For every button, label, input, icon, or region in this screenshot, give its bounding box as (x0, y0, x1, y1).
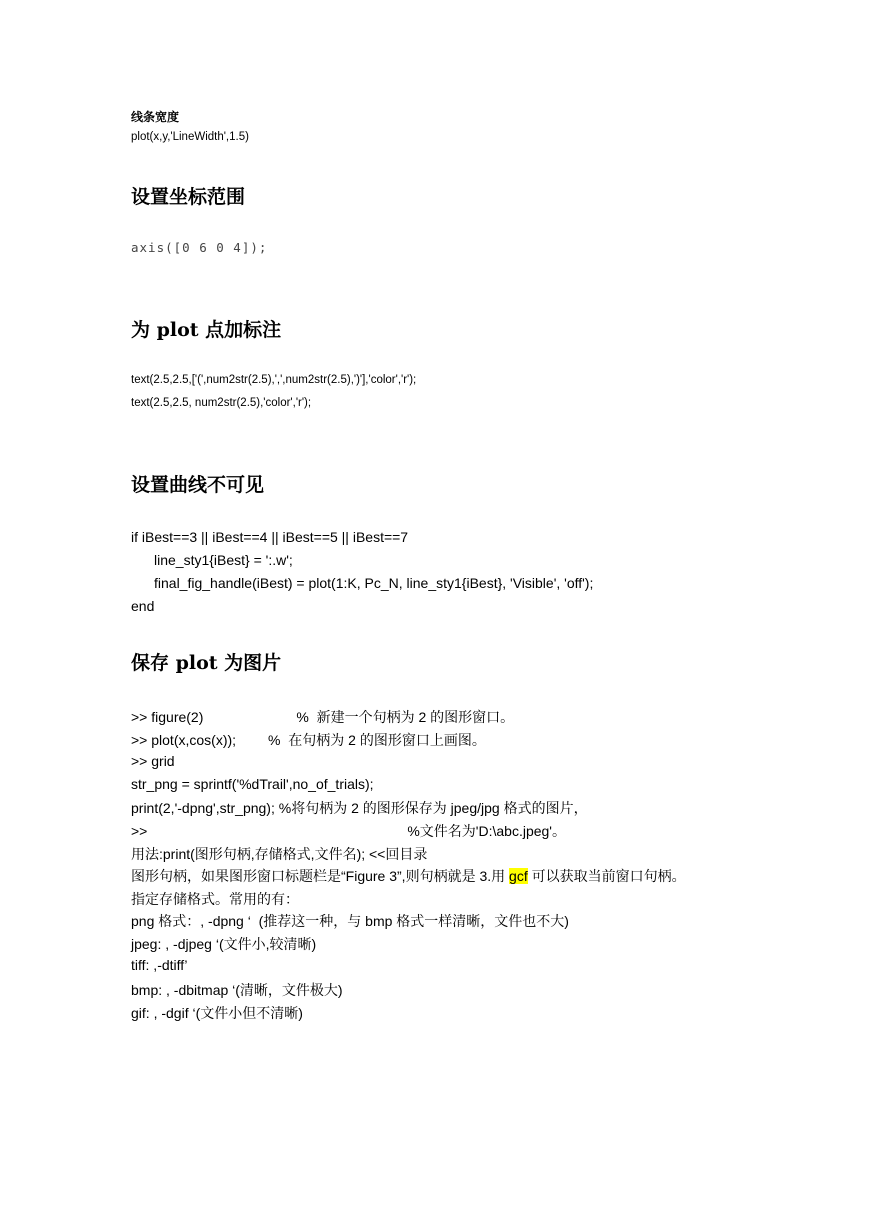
linewidth-code: plot(x,y,'LineWidth',1.5) (131, 131, 249, 143)
axis-heading: 设置坐标范围 (131, 186, 246, 208)
tiff-line: tiff: ,-dtiff’ (131, 957, 188, 973)
gcf-highlight: gcf (509, 868, 528, 884)
figure-line (131, 707, 514, 727)
handle-description: 图形句柄，如果图形窗口标题栏是“Figure 3”,则句柄就是 3.用 gcf 可以获取当前窗口句柄。 (131, 868, 686, 884)
print-line: print(2,'-dpng',str_png); %将句柄为 2 的图形保存为 jpeg/jpg 格式的图片， (131, 800, 588, 816)
figure-cmd: >> figure(2) (131, 709, 204, 725)
if-line: if iBest==3 || iBest==4 || iBest==5 || iBest==7 (131, 529, 409, 545)
sprintf-line: str_png = sprintf('%dTrail',no_of_trials); (131, 776, 374, 792)
style-line: line_sty1{iBest} = ':.w'; (154, 552, 293, 568)
bmp-line: bmp: , -dbitmap ‘(清晰，文件极大) (131, 982, 343, 998)
save-heading: 保存 plot 为图片 (131, 652, 282, 674)
plot-cmd: >> plot(x,cos(x)); (131, 732, 237, 748)
text-code-2: text(2.5,2.5, num2str(2.5),'color','r'); (131, 397, 312, 409)
linewidth-heading: 线条宽度 (131, 110, 180, 124)
plot-line (131, 730, 486, 750)
filename-comment: %文件名为'D:\abc.jpeg'。 (407, 823, 566, 839)
figure-comment: % 新建一个句柄为 2 的图形窗口。 (296, 709, 515, 725)
text-code-1: text(2.5,2.5,['(',num2str(2.5),',',num2str(2.5),')'],'color','r'); (131, 374, 417, 386)
plot-comment: % 在句柄为 2 的图形窗口上画图。 (268, 732, 486, 748)
prompt-symbol: >> (131, 823, 148, 839)
gif-line: gif: , -dgif ‘(文件小但不清晰) (131, 1005, 303, 1021)
jpeg-line: jpeg: , -djpeg ‘(文件小,较清晰) (131, 936, 317, 952)
end-line: end (131, 598, 155, 614)
text-heading: 为 plot 点加标注 (131, 319, 282, 341)
usage-line: 用法:print(图形句柄,存储格式,文件名); <<回目录 (131, 846, 428, 862)
axis-code: axis([0 6 0 4]); (131, 240, 268, 255)
invisible-heading: 设置曲线不可见 (131, 474, 265, 496)
png-line: png 格式：, -dpng ‘ (推荐这一种，与 bmp 格式一样清晰，文件也不大) (131, 913, 569, 929)
handle-line: final_fig_handle(iBest) = plot(1:K, Pc_N, line_sty1{iBest}, 'Visible', 'off'); (154, 575, 594, 591)
format-intro: 指定存储格式。常用的有： (131, 891, 299, 907)
grid-line: >> grid (131, 753, 175, 769)
prompt-line (131, 821, 566, 841)
